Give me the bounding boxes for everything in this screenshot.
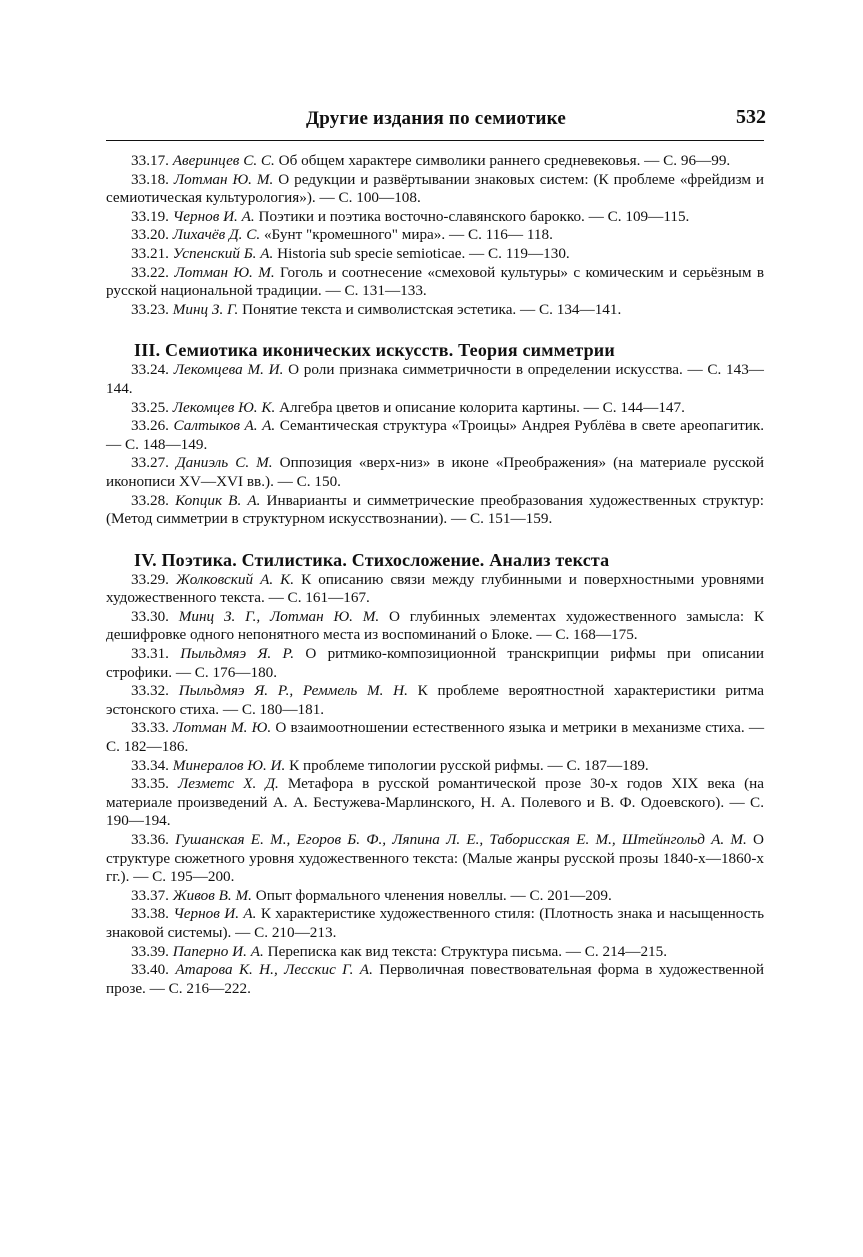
entry-author: Даниэль С. М. (175, 454, 273, 472)
entry-number: 33.26. (131, 417, 169, 435)
bibliography-entry (106, 682, 764, 719)
bibliography-entry (106, 719, 764, 756)
entry-number: 33.31. (131, 645, 169, 663)
bibliography-entry (106, 775, 764, 831)
entry-author: Успенский Б. А. (172, 244, 274, 262)
bibliography-entry (106, 399, 764, 418)
entry-text: Поэтики и поэтика восточно-славянского барокко. — С. 109—115. (258, 207, 690, 225)
entry-text: К описанию связи между глубинными и поверхностными уровнями художественного текста. — С. 161—167. (106, 570, 765, 607)
entry-text: О роли признака симметричности в определении искусства. — С. 143—144. (106, 361, 764, 397)
entry-text: О ритмико-композиционной транскрипции рифмы при описании строфики. — С. 176—180. (106, 645, 765, 681)
entry-number: 33.18. (131, 170, 169, 188)
entry-author: Лекомцев Ю. К. (172, 398, 276, 416)
bibliography-entry (106, 831, 764, 887)
entry-author: Копцик В. А. (175, 491, 261, 509)
page-header (106, 108, 766, 134)
entry-text: Семантическая структура «Троицы» Андрея Рублёва в свете ареопагитик. — С. 148—149. (106, 417, 765, 453)
entry-author: Лихачёв Д. С. (172, 226, 261, 244)
entry-text: К проблеме типологии русской рифмы. — С. 187—189. (289, 756, 649, 774)
entry-author: Живов В. М. (172, 886, 252, 904)
entry-number: 33.38. (131, 905, 169, 923)
bibliography-entry (106, 645, 764, 682)
entry-author: Лотман Ю. М. (174, 263, 275, 281)
entry-author: Атарова К. Н., Лесскис Г. А. (175, 961, 373, 979)
entry-number: 33.30. (131, 607, 169, 625)
entry-number: 33.39. (131, 942, 169, 960)
entry-number: 33.24. (131, 361, 169, 379)
entry-text: Инварианты и симметрические преобразования художественных структур: (Метод симметрии в структурном искусствознании). — С. 151—159. (106, 491, 764, 528)
bibliography-entry (106, 608, 764, 645)
entry-number: 33.27. (131, 454, 169, 472)
entry-text: К проблеме вероятностной характеристики ритма эстонского стиха. — С. 180—181. (106, 682, 764, 718)
bibliography-entry (106, 571, 764, 608)
bibliography-entry (106, 208, 764, 227)
entry-text: Об общем характере символики раннего средневековья. — С. 96—99. (278, 152, 731, 169)
bibliography-entry (106, 226, 764, 245)
entry-number: 33.34. (131, 756, 169, 774)
bibliography-entry (106, 961, 764, 998)
entry-number: 33.29. (131, 570, 169, 588)
entry-author: Пыльдмяэ Я. Р. (180, 645, 295, 663)
bibliography-entry (106, 152, 764, 171)
entry-author: Аверинцев С. С. (172, 152, 275, 169)
bibliography-entry (106, 492, 764, 529)
entry-author: Чернов И. А. (173, 905, 257, 923)
running-title: Другие издания по семиотике (306, 108, 566, 129)
section-heading-3: III. Семиотика иконических искусств. Теория симметрии (134, 340, 615, 361)
bibliography-entry (106, 905, 764, 942)
entry-number: 33.37. (131, 886, 169, 904)
bibliography-entry (106, 301, 764, 320)
entry-author: Лекомцева М. И. (173, 361, 284, 379)
entry-number: 33.36. (131, 831, 169, 848)
entry-text: Гоголь и соотнесение «смеховой культуры» с комическим и серьёзным в русской национальной традиции. — С. 131—133. (106, 263, 765, 300)
entry-author: Лезметс Х. Д. (177, 775, 279, 793)
entry-number: 33.40. (131, 961, 169, 979)
entry-number: 33.35. (131, 775, 169, 793)
entry-author: Лотман Ю. М. (173, 170, 274, 188)
entry-author: Минц З. Г. (172, 300, 239, 318)
entry-text: «Бунт "кромешного" мира». — С. 116— 118. (263, 226, 553, 244)
entry-author: Минералов Ю. И. (172, 756, 286, 774)
entry-author: Гушанская Е. М., Егоров Б. Ф., Ляпина Л. Е., Таборисская Е. М., Штейнгольд А. М. (175, 831, 747, 848)
bibliography-entry (106, 264, 764, 301)
bibliography-entry (106, 245, 764, 264)
entry-author: Паперно И. А. (172, 942, 264, 960)
entries-group-2 (106, 361, 764, 528)
entry-text: О структуре сюжетного уровня художественного текста: (Малые жанры русской прозы 1840-х—1860-х гг.). — С. 195—200. (106, 831, 765, 886)
entry-number: 33.17. (131, 152, 169, 169)
section-heading-4: IV. Поэтика. Стилистика. Стихосложение. Анализ текста (134, 549, 610, 570)
entry-text: Оппозиция «верх-низ» в иконе «Преображения» (на материале русской иконописи XV—XVI вв.). — С. 150. (106, 454, 765, 490)
entry-text: К характеристике художественного стиля: (Плотность знака и насыщенность знаковой системы). — С. 210—213. (106, 905, 765, 941)
entry-number: 33.22. (131, 263, 169, 281)
entry-number: 33.19. (131, 207, 169, 225)
page-body (106, 152, 764, 998)
entry-text: Алгебра цветов и описание колорита картины. — С. 144—147. (279, 398, 685, 416)
entry-number: 33.28. (131, 491, 169, 509)
entry-text: Перволичная повествовательная форма в художественной прозе. — С. 216—222. (106, 961, 764, 997)
entry-number: 33.20. (131, 226, 169, 244)
bibliography-entry (106, 361, 764, 398)
bibliography-entry (106, 171, 764, 208)
entry-text: Переписка как вид текста: Структура письма. — С. 214—215. (267, 942, 668, 960)
entry-text: О взаимоотношении естественного языка и метрики в механизме стиха. — С. 182—186. (106, 719, 765, 756)
entry-text: Метафора в русской романтической прозе 30-х годов XIX века (на материале произведений А. А. Бестужева-Марлинского, Н. А. Полевого и В. Ф. Одоевского). — С. 190—194. (106, 775, 764, 830)
entry-number: 33.33. (131, 719, 169, 737)
bibliography-entry (106, 417, 764, 454)
entry-number: 33.23. (131, 300, 169, 318)
bibliography-entry (106, 757, 764, 776)
entry-text: Historia sub specie semioticae. — С. 119—130. (277, 244, 570, 262)
entry-number: 33.21. (131, 244, 169, 262)
entry-author: Чернов И. А. (172, 207, 255, 225)
entry-author: Пыльдмяэ Я. Р., Реммель М. Н. (178, 682, 408, 700)
entry-author: Лотман М. Ю. (173, 719, 272, 737)
page-number: 532 (736, 106, 766, 128)
entry-text: Понятие текста и символистская эстетика. — С. 134—141. (242, 300, 622, 318)
entry-number: 33.32. (131, 682, 169, 700)
entry-number: 33.25. (131, 398, 169, 416)
entry-text: Опыт формального членения новеллы. — С. 201—209. (255, 886, 612, 904)
entry-author: Минц З. Г., Лотман Ю. М. (178, 607, 380, 625)
entry-author: Жолковский А. К. (175, 570, 295, 588)
entries-group-3 (106, 571, 764, 999)
header-rule (106, 140, 764, 141)
entry-text: О глубинных элементах художественного замысла: К дешифровке одного непонятного места из воспоминаний о Блоке. — С. 168—175. (106, 607, 765, 644)
bibliography-entry (106, 943, 764, 962)
entries-group-1 (106, 152, 764, 319)
entry-author: Салтыков А. А. (173, 417, 276, 435)
entry-text: О редукции и развёртывании знаковых систем: (К проблеме «фрейдизм и семиотическая культурология»). — С. 100—108. (106, 170, 765, 207)
bibliography-entry (106, 454, 764, 491)
bibliography-entry (106, 887, 764, 906)
